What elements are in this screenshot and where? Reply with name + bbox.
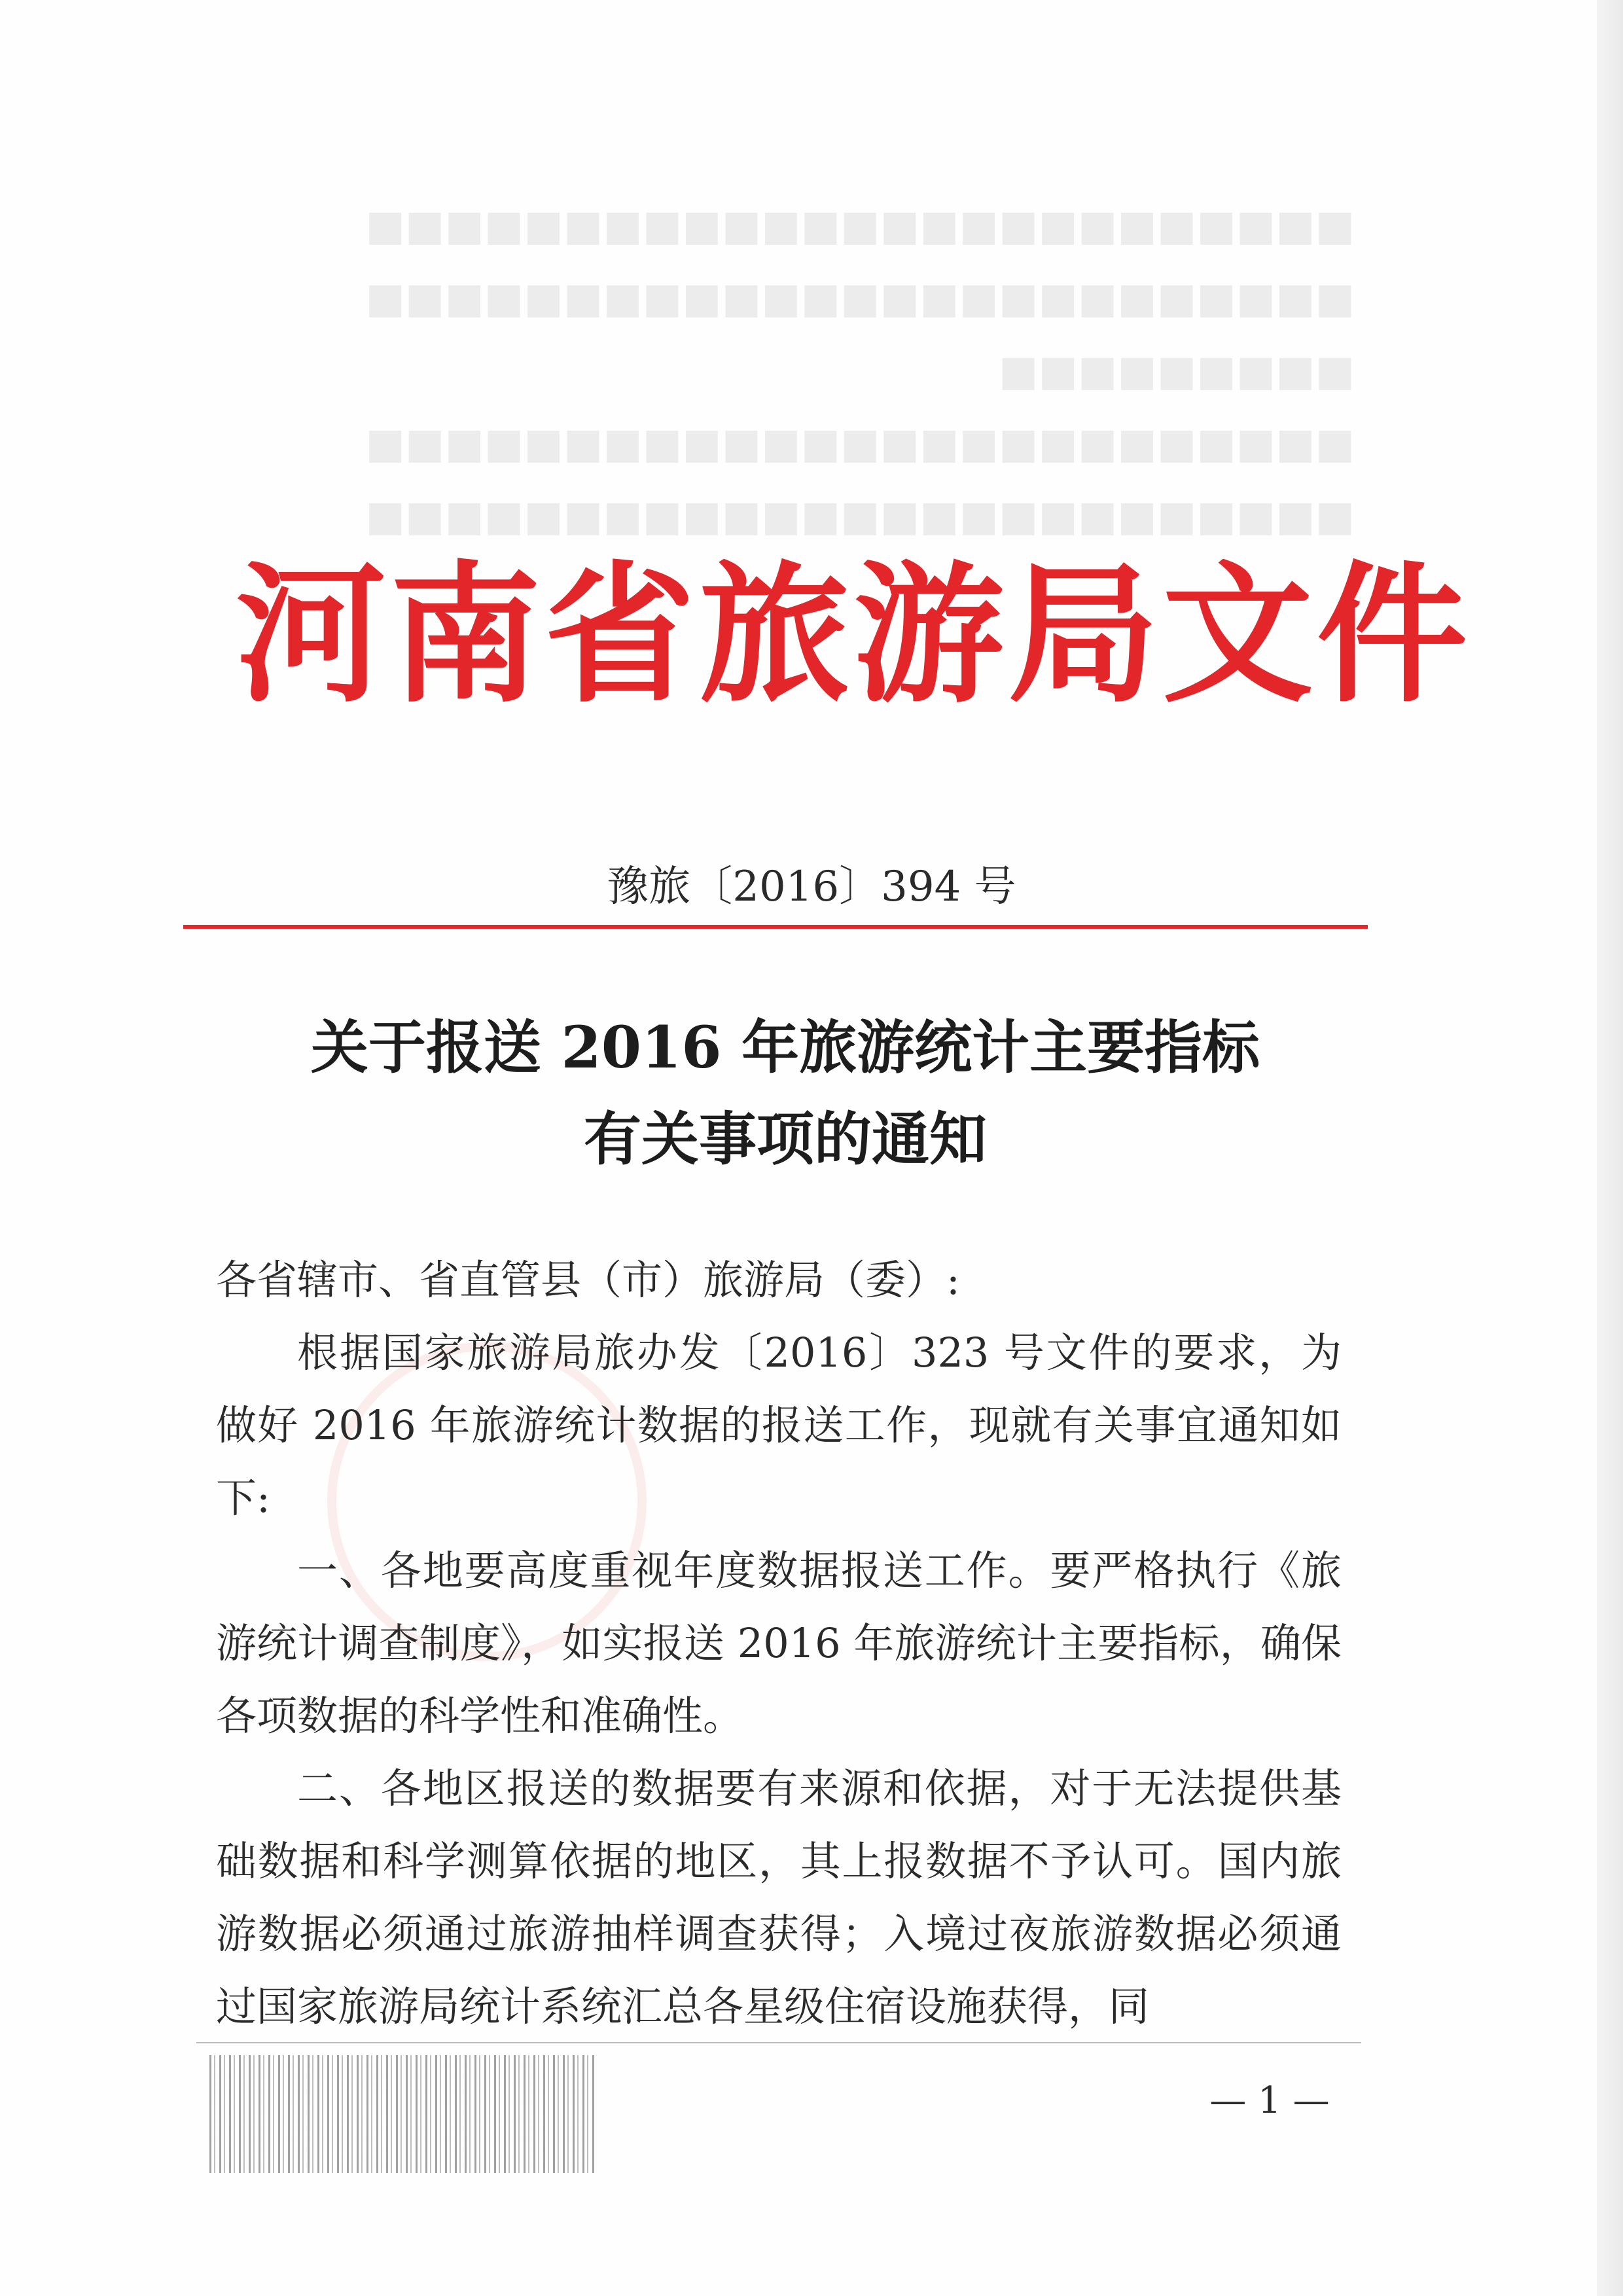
issuer-header-title: 河南省旅游局文件 xyxy=(236,547,1472,723)
reverse-side-bleed-through: ■■■■■■■■■■■■■■■■■■■■■■■■■ ■■■■■■■■■■■■■■■■■■■■■■■■■ ■■■■■■■■■ ■■■■■■■■■■■■■■■■■■■■■■■■■ ■■■■■■■■■■■■■■■■■■■■■■■■■ xyxy=(365,202,1355,541)
paragraph-2: 二、各地区报送的数据要有来源和依据，对于无法提供基础数据和科学测算依据的地区，其上报数据不予认可。国内旅游数据必须通过旅游抽样调查获得；入境过夜旅游数据必须通过国家旅游局统计系统汇总各星级住宿设施获得，同 xyxy=(216,1765,1342,2030)
notice-title-line-2: 有关事项的通知 xyxy=(583,1105,987,1173)
addressee-line: 各省辖市、省直管县（市）旅游局（委）: xyxy=(216,1256,960,1304)
notice-body xyxy=(216,1244,1342,2043)
document-barcode xyxy=(209,2055,596,2173)
page-edge-shadow xyxy=(1597,0,1623,2296)
document-number: 豫旅〔2016〕394 号 xyxy=(607,863,1016,911)
footer-divider xyxy=(196,2042,1361,2043)
notice-title-line-1: 关于报送 2016 年旅游统计主要指标 xyxy=(310,1013,1260,1081)
page-number: — 1 — xyxy=(1209,2079,1330,2122)
intro-paragraph: 根据国家旅游局旅办发〔2016〕323 号文件的要求，为做好 2016 年旅游统计数据的报送工作，现就有关事宜通知如下: xyxy=(216,1329,1342,1522)
notice-title xyxy=(196,1008,1374,1191)
paragraph-1: 一、各地要高度重视年度数据报送工作。要严格执行《旅游统计调查制度》，如实报送 2016 年旅游统计主要指标，确保各项数据的科学性和准确性。 xyxy=(216,1547,1342,1740)
red-separator-line xyxy=(183,925,1368,929)
